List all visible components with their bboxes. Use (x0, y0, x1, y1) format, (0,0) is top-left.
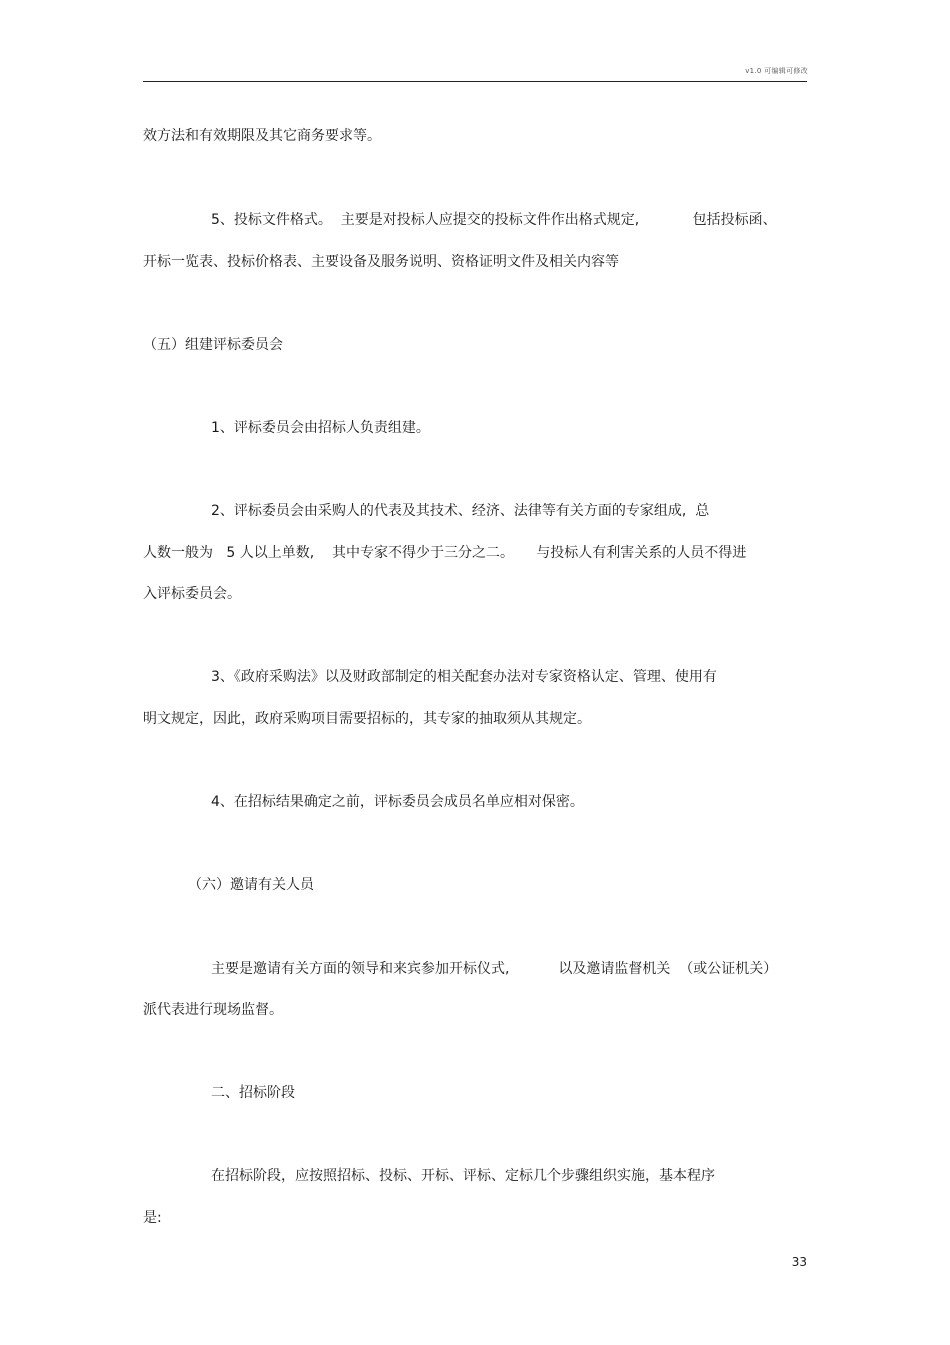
page-number: 33 (791, 1255, 807, 1269)
body-line: 2、评标委员会由采购人的代表及其技术、经济、法律等有关方面的专家组成, 总 (211, 503, 710, 519)
body-line: 4、在招标结果确定之前，评标委员会成员名单应相对保密。 (211, 794, 584, 810)
header-rule (143, 81, 807, 82)
body-line: 是: (143, 1210, 162, 1226)
body-line: 开标一览表、投标价格表、主要设备及服务说明、资格证明文件及相关内容等 (143, 254, 619, 270)
body-line: 明文规定，因此，政府采购项目需要招标的，其专家的抽取须从其规定。 (143, 711, 591, 727)
section-heading: （五）组建评标委员会 (143, 337, 283, 353)
header-version-note: v1.0 可编辑可修改 (745, 67, 808, 75)
body-line: 人数一般为 5 人以上单数, 其中专家不得少于三分之二。 与投标人有利害关系的人员不得进 (143, 545, 747, 561)
body-line: 派代表进行现场监督。 (143, 1002, 283, 1018)
section-heading: （六）邀请有关人员 (188, 877, 314, 893)
body-line: 3、《政府采购法》以及财政部制定的相关配套办法对专家资格认定、管理、使用有 (211, 669, 717, 685)
body-line: 效方法和有效期限及其它商务要求等。 (143, 128, 381, 144)
body-line: 5、投标文件格式。 主要是对投标人应提交的投标文件作出格式规定, 包括投标函、 (211, 212, 777, 228)
body-line: 入评标委员会。 (143, 586, 241, 602)
body-line: 在招标阶段，应按照招标、投标、开标、评标、定标几个步骤组织实施，基本程序 (211, 1168, 715, 1184)
section-heading: 二、招标阶段 (211, 1085, 295, 1101)
body-line: 1、评标委员会由招标人负责组建。 (211, 420, 430, 436)
body-line: 主要是邀请有关方面的领导和来宾参加开标仪式, 以及邀请监督机关 （或公证机关） (211, 961, 778, 977)
